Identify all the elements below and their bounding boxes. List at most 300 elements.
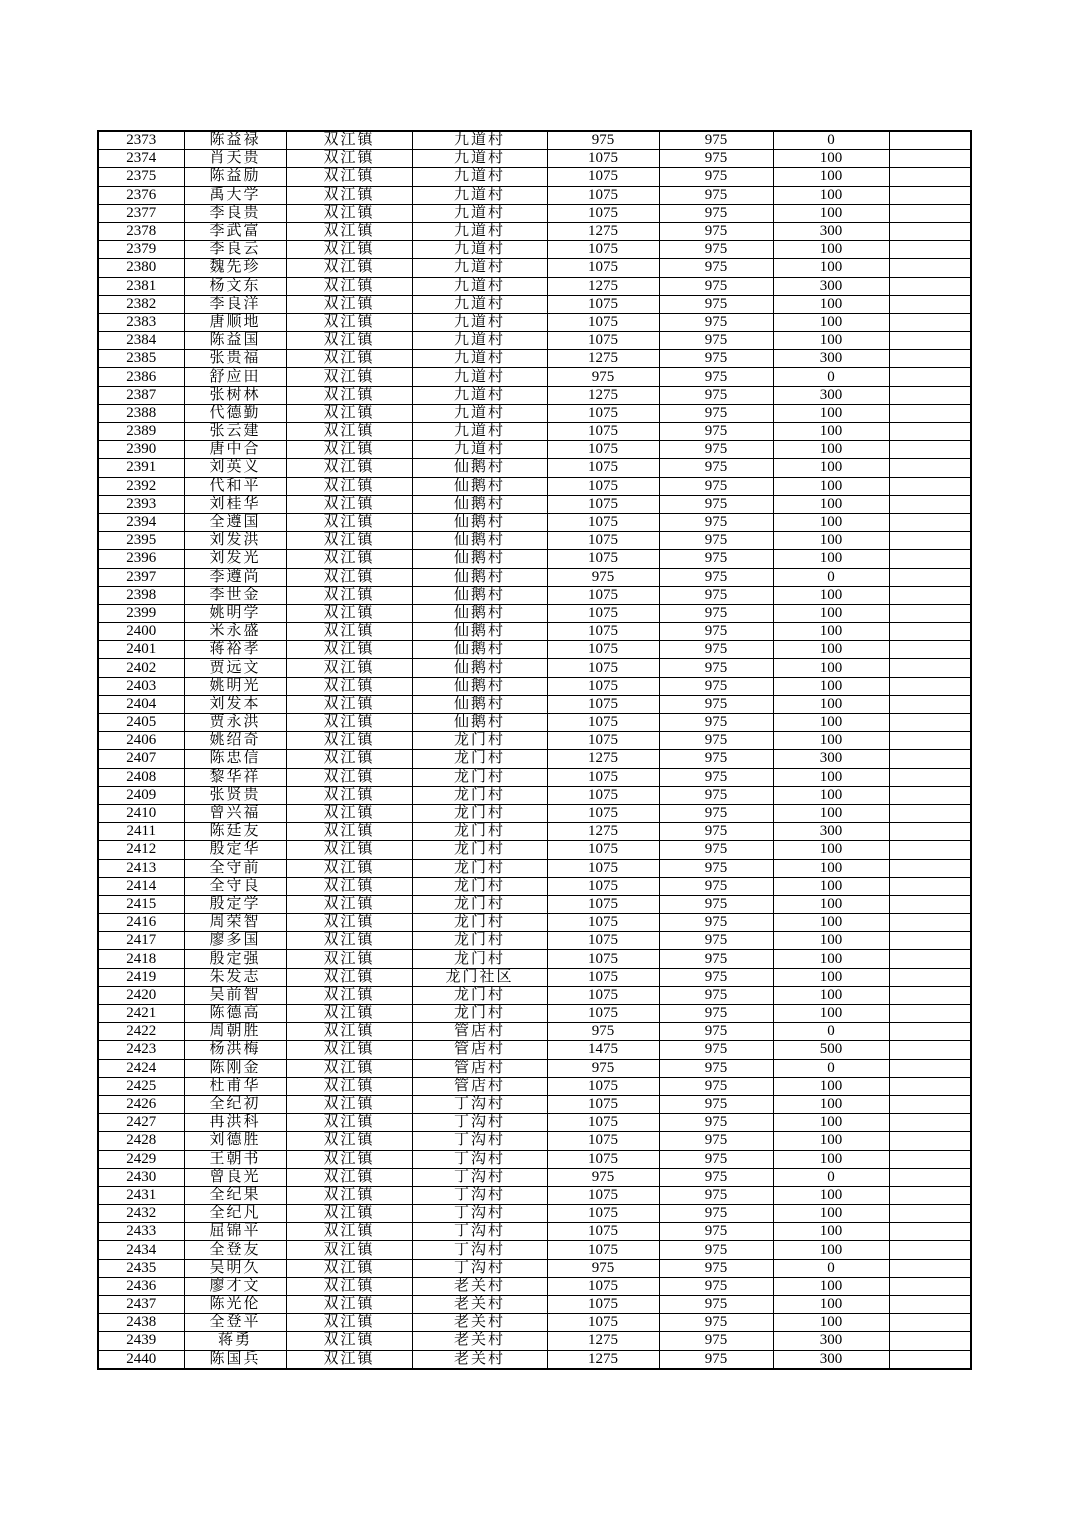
note-cell: [889, 186, 971, 204]
note-cell: [889, 259, 971, 277]
note-cell: [889, 1023, 971, 1041]
amount-cell: 1275: [547, 277, 659, 295]
amount-cell: 975: [547, 1259, 659, 1277]
name-cell: 陈益禄: [184, 131, 286, 150]
row-number-cell: 2395: [98, 532, 184, 550]
note-cell: [889, 950, 971, 968]
town-cell: 双江镇: [286, 1314, 412, 1332]
note-cell: [889, 368, 971, 386]
town-cell: 双江镇: [286, 950, 412, 968]
table-row: [98, 131, 971, 150]
name-cell: 全登平: [184, 1314, 286, 1332]
amount-cell: 1075: [547, 1186, 659, 1204]
town-cell: 双江镇: [286, 1059, 412, 1077]
table-row: [98, 1296, 971, 1314]
town-cell: 双江镇: [286, 877, 412, 895]
base-amount-cell: 975: [659, 1223, 773, 1241]
table-row: [98, 823, 971, 841]
base-amount-cell: 975: [659, 550, 773, 568]
amount-cell: 1075: [547, 604, 659, 622]
difference-cell: 100: [773, 1223, 889, 1241]
difference-cell: 300: [773, 277, 889, 295]
name-cell: 陈德高: [184, 1005, 286, 1023]
town-cell: 双江镇: [286, 859, 412, 877]
village-cell: 九道村: [412, 277, 547, 295]
name-cell: 朱发志: [184, 968, 286, 986]
note-cell: [889, 386, 971, 404]
base-amount-cell: 975: [659, 259, 773, 277]
table-row: [98, 732, 971, 750]
note-cell: [889, 1077, 971, 1095]
difference-cell: 100: [773, 841, 889, 859]
row-number-cell: 2437: [98, 1296, 184, 1314]
amount-cell: 975: [547, 568, 659, 586]
town-cell: 双江镇: [286, 1241, 412, 1259]
difference-cell: 100: [773, 513, 889, 531]
difference-cell: 300: [773, 350, 889, 368]
row-number-cell: 2427: [98, 1114, 184, 1132]
note-cell: [889, 1205, 971, 1223]
base-amount-cell: 975: [659, 1023, 773, 1041]
amount-cell: 1075: [547, 641, 659, 659]
note-cell: [889, 914, 971, 932]
note-cell: [889, 1314, 971, 1332]
row-number-cell: 2408: [98, 768, 184, 786]
village-cell: 龙门村: [412, 732, 547, 750]
village-cell: 九道村: [412, 332, 547, 350]
row-number-cell: 2389: [98, 423, 184, 441]
village-cell: 丁沟村: [412, 1241, 547, 1259]
table-row: [98, 859, 971, 877]
table-row: [98, 586, 971, 604]
difference-cell: 100: [773, 623, 889, 641]
name-cell: 禹大学: [184, 186, 286, 204]
base-amount-cell: 975: [659, 204, 773, 222]
table-row: [98, 750, 971, 768]
row-number-cell: 2376: [98, 186, 184, 204]
table-row: [98, 332, 971, 350]
village-cell: 九道村: [412, 222, 547, 240]
difference-cell: 300: [773, 386, 889, 404]
village-cell: 九道村: [412, 404, 547, 422]
table-row: [98, 714, 971, 732]
amount-cell: 1075: [547, 532, 659, 550]
village-cell: 老关村: [412, 1350, 547, 1369]
row-number-cell: 2407: [98, 750, 184, 768]
table-row: [98, 932, 971, 950]
table-row: [98, 423, 971, 441]
table-row: [98, 313, 971, 331]
table-row: [98, 495, 971, 513]
note-cell: [889, 1095, 971, 1113]
base-amount-cell: 975: [659, 768, 773, 786]
base-amount-cell: 975: [659, 1350, 773, 1369]
note-cell: [889, 659, 971, 677]
town-cell: 双江镇: [286, 204, 412, 222]
town-cell: 双江镇: [286, 441, 412, 459]
row-number-cell: 2414: [98, 877, 184, 895]
amount-cell: 1075: [547, 895, 659, 913]
amount-cell: 1075: [547, 1314, 659, 1332]
amount-cell: 1075: [547, 1150, 659, 1168]
table-row: [98, 1059, 971, 1077]
amount-cell: 1075: [547, 332, 659, 350]
amount-cell: 1075: [547, 986, 659, 1004]
name-cell: 吴前智: [184, 986, 286, 1004]
village-cell: 九道村: [412, 313, 547, 331]
base-amount-cell: 975: [659, 459, 773, 477]
village-cell: 丁沟村: [412, 1205, 547, 1223]
base-amount-cell: 975: [659, 1077, 773, 1095]
base-amount-cell: 975: [659, 241, 773, 259]
difference-cell: 100: [773, 659, 889, 677]
base-amount-cell: 975: [659, 604, 773, 622]
amount-cell: 1075: [547, 877, 659, 895]
note-cell: [889, 714, 971, 732]
village-cell: 仙鹅村: [412, 513, 547, 531]
note-cell: [889, 459, 971, 477]
difference-cell: 100: [773, 168, 889, 186]
row-number-cell: 2374: [98, 150, 184, 168]
town-cell: 双江镇: [286, 841, 412, 859]
name-cell: 张云建: [184, 423, 286, 441]
name-cell: 全守良: [184, 877, 286, 895]
amount-cell: 1075: [547, 295, 659, 313]
base-amount-cell: 975: [659, 404, 773, 422]
town-cell: 双江镇: [286, 477, 412, 495]
village-cell: 九道村: [412, 131, 547, 150]
row-number-cell: 2416: [98, 914, 184, 932]
table-row: [98, 532, 971, 550]
table-row: [98, 168, 971, 186]
difference-cell: 300: [773, 222, 889, 240]
name-cell: 蒋裕孝: [184, 641, 286, 659]
name-cell: 杨文东: [184, 277, 286, 295]
base-amount-cell: 975: [659, 386, 773, 404]
village-cell: 龙门村: [412, 877, 547, 895]
town-cell: 双江镇: [286, 786, 412, 804]
base-amount-cell: 975: [659, 895, 773, 913]
table-row: [98, 386, 971, 404]
village-cell: 老关村: [412, 1296, 547, 1314]
name-cell: 殷定学: [184, 895, 286, 913]
table-row: [98, 950, 971, 968]
name-cell: 贾远文: [184, 659, 286, 677]
amount-cell: 1075: [547, 786, 659, 804]
town-cell: 双江镇: [286, 1277, 412, 1295]
base-amount-cell: 975: [659, 423, 773, 441]
amount-cell: 1075: [547, 841, 659, 859]
town-cell: 双江镇: [286, 368, 412, 386]
name-cell: 刘英义: [184, 459, 286, 477]
amount-cell: 1075: [547, 859, 659, 877]
name-cell: 李遵尚: [184, 568, 286, 586]
difference-cell: 100: [773, 1296, 889, 1314]
row-number-cell: 2406: [98, 732, 184, 750]
difference-cell: 100: [773, 1005, 889, 1023]
base-amount-cell: 975: [659, 877, 773, 895]
table-row: [98, 604, 971, 622]
table-row: [98, 1350, 971, 1369]
table-row: [98, 1205, 971, 1223]
row-number-cell: 2418: [98, 950, 184, 968]
village-cell: 丁沟村: [412, 1186, 547, 1204]
town-cell: 双江镇: [286, 677, 412, 695]
base-amount-cell: 975: [659, 313, 773, 331]
table-row: [98, 1041, 971, 1059]
difference-cell: 0: [773, 1259, 889, 1277]
village-cell: 龙门村: [412, 841, 547, 859]
difference-cell: 100: [773, 1277, 889, 1295]
table-row: [98, 1168, 971, 1186]
note-cell: [889, 932, 971, 950]
difference-cell: 0: [773, 1059, 889, 1077]
name-cell: 舒应田: [184, 368, 286, 386]
row-number-cell: 2380: [98, 259, 184, 277]
town-cell: 双江镇: [286, 222, 412, 240]
row-number-cell: 2432: [98, 1205, 184, 1223]
table-row: [98, 277, 971, 295]
table-row: [98, 1150, 971, 1168]
name-cell: 全纪凡: [184, 1205, 286, 1223]
row-number-cell: 2403: [98, 677, 184, 695]
note-cell: [889, 1005, 971, 1023]
difference-cell: 100: [773, 295, 889, 313]
difference-cell: 100: [773, 950, 889, 968]
table-row: [98, 295, 971, 313]
table-row: [98, 1114, 971, 1132]
difference-cell: 100: [773, 968, 889, 986]
base-amount-cell: 975: [659, 623, 773, 641]
amount-cell: 1075: [547, 623, 659, 641]
difference-cell: 100: [773, 459, 889, 477]
row-number-cell: 2428: [98, 1132, 184, 1150]
town-cell: 双江镇: [286, 1077, 412, 1095]
amount-cell: 1075: [547, 968, 659, 986]
table-row: [98, 368, 971, 386]
row-number-cell: 2435: [98, 1259, 184, 1277]
name-cell: 刘发洪: [184, 532, 286, 550]
table-row: [98, 841, 971, 859]
village-cell: 龙门村: [412, 895, 547, 913]
town-cell: 双江镇: [286, 695, 412, 713]
note-cell: [889, 277, 971, 295]
difference-cell: 100: [773, 404, 889, 422]
row-number-cell: 2393: [98, 495, 184, 513]
amount-cell: 1075: [547, 950, 659, 968]
row-number-cell: 2425: [98, 1077, 184, 1095]
base-amount-cell: 975: [659, 823, 773, 841]
row-number-cell: 2409: [98, 786, 184, 804]
row-number-cell: 2433: [98, 1223, 184, 1241]
note-cell: [889, 677, 971, 695]
village-cell: 仙鹅村: [412, 532, 547, 550]
amount-cell: 1075: [547, 241, 659, 259]
note-cell: [889, 1223, 971, 1241]
difference-cell: 100: [773, 259, 889, 277]
town-cell: 双江镇: [286, 1023, 412, 1041]
table-row: [98, 986, 971, 1004]
note-cell: [889, 350, 971, 368]
amount-cell: 1075: [547, 1005, 659, 1023]
name-cell: 贾永洪: [184, 714, 286, 732]
table-row: [98, 1005, 971, 1023]
name-cell: 代德勤: [184, 404, 286, 422]
note-cell: [889, 241, 971, 259]
base-amount-cell: 975: [659, 986, 773, 1004]
difference-cell: 100: [773, 1241, 889, 1259]
base-amount-cell: 975: [659, 168, 773, 186]
table-row: [98, 1095, 971, 1113]
row-number-cell: 2411: [98, 823, 184, 841]
town-cell: 双江镇: [286, 968, 412, 986]
name-cell: 廖才文: [184, 1277, 286, 1295]
note-cell: [889, 131, 971, 150]
name-cell: 陈廷友: [184, 823, 286, 841]
amount-cell: 1075: [547, 1277, 659, 1295]
base-amount-cell: 975: [659, 295, 773, 313]
table-row: [98, 259, 971, 277]
base-amount-cell: 975: [659, 586, 773, 604]
base-amount-cell: 975: [659, 332, 773, 350]
village-cell: 九道村: [412, 350, 547, 368]
row-number-cell: 2392: [98, 477, 184, 495]
village-cell: 龙门村: [412, 932, 547, 950]
note-cell: [889, 604, 971, 622]
name-cell: 肖天贵: [184, 150, 286, 168]
town-cell: 双江镇: [286, 750, 412, 768]
note-cell: [889, 1168, 971, 1186]
name-cell: 刘发本: [184, 695, 286, 713]
table-row: [98, 1314, 971, 1332]
amount-cell: 1075: [547, 404, 659, 422]
base-amount-cell: 975: [659, 150, 773, 168]
base-amount-cell: 975: [659, 368, 773, 386]
amount-cell: 1075: [547, 1095, 659, 1113]
amount-cell: 975: [547, 131, 659, 150]
amount-cell: 1075: [547, 513, 659, 531]
note-cell: [889, 768, 971, 786]
table-row: [98, 241, 971, 259]
name-cell: 廖多国: [184, 932, 286, 950]
town-cell: 双江镇: [286, 386, 412, 404]
town-cell: 双江镇: [286, 1350, 412, 1369]
amount-cell: 1075: [547, 150, 659, 168]
village-cell: 仙鹅村: [412, 714, 547, 732]
difference-cell: 500: [773, 1041, 889, 1059]
difference-cell: 100: [773, 604, 889, 622]
amount-cell: 1075: [547, 477, 659, 495]
amount-cell: 1075: [547, 586, 659, 604]
table-row: [98, 677, 971, 695]
amount-cell: 1075: [547, 1132, 659, 1150]
table-row: [98, 350, 971, 368]
table-row: [98, 804, 971, 822]
table-row: [98, 404, 971, 422]
note-cell: [889, 750, 971, 768]
name-cell: 吴明久: [184, 1259, 286, 1277]
difference-cell: 100: [773, 1132, 889, 1150]
table-row: [98, 1186, 971, 1204]
base-amount-cell: 975: [659, 532, 773, 550]
name-cell: 刘发光: [184, 550, 286, 568]
base-amount-cell: 975: [659, 659, 773, 677]
difference-cell: 100: [773, 204, 889, 222]
village-cell: 老关村: [412, 1277, 547, 1295]
difference-cell: 100: [773, 986, 889, 1004]
amount-cell: 1475: [547, 1041, 659, 1059]
name-cell: 米永盛: [184, 623, 286, 641]
note-cell: [889, 786, 971, 804]
row-number-cell: 2400: [98, 623, 184, 641]
difference-cell: 100: [773, 186, 889, 204]
row-number-cell: 2423: [98, 1041, 184, 1059]
difference-cell: 100: [773, 677, 889, 695]
difference-cell: 100: [773, 786, 889, 804]
note-cell: [889, 1186, 971, 1204]
table-row: [98, 1277, 971, 1295]
amount-cell: 1075: [547, 695, 659, 713]
note-cell: [889, 568, 971, 586]
difference-cell: 0: [773, 1023, 889, 1041]
base-amount-cell: 975: [659, 477, 773, 495]
row-number-cell: 2385: [98, 350, 184, 368]
difference-cell: 0: [773, 368, 889, 386]
name-cell: 蒋勇: [184, 1332, 286, 1350]
row-number-cell: 2415: [98, 895, 184, 913]
town-cell: 双江镇: [286, 313, 412, 331]
name-cell: 刘桂华: [184, 495, 286, 513]
difference-cell: 100: [773, 859, 889, 877]
town-cell: 双江镇: [286, 150, 412, 168]
town-cell: 双江镇: [286, 1005, 412, 1023]
name-cell: 曾良光: [184, 1168, 286, 1186]
base-amount-cell: 975: [659, 1132, 773, 1150]
town-cell: 双江镇: [286, 641, 412, 659]
table-row: [98, 441, 971, 459]
name-cell: 李世金: [184, 586, 286, 604]
name-cell: 殷定华: [184, 841, 286, 859]
village-cell: 龙门村: [412, 914, 547, 932]
table-row: [98, 623, 971, 641]
difference-cell: 100: [773, 586, 889, 604]
amount-cell: 1075: [547, 423, 659, 441]
amount-cell: 1075: [547, 804, 659, 822]
village-cell: 九道村: [412, 441, 547, 459]
difference-cell: 100: [773, 332, 889, 350]
name-cell: 陈刚金: [184, 1059, 286, 1077]
name-cell: 全守前: [184, 859, 286, 877]
note-cell: [889, 804, 971, 822]
difference-cell: 100: [773, 768, 889, 786]
difference-cell: 100: [773, 732, 889, 750]
amount-cell: 1075: [547, 677, 659, 695]
base-amount-cell: 975: [659, 804, 773, 822]
town-cell: 双江镇: [286, 404, 412, 422]
town-cell: 双江镇: [286, 986, 412, 1004]
village-cell: 丁沟村: [412, 1095, 547, 1113]
difference-cell: 100: [773, 804, 889, 822]
difference-cell: 300: [773, 1350, 889, 1369]
name-cell: 陈忠信: [184, 750, 286, 768]
town-cell: 双江镇: [286, 914, 412, 932]
difference-cell: 100: [773, 150, 889, 168]
note-cell: [889, 513, 971, 531]
difference-cell: 100: [773, 423, 889, 441]
name-cell: 黎华祥: [184, 768, 286, 786]
amount-cell: 975: [547, 1168, 659, 1186]
row-number-cell: 2396: [98, 550, 184, 568]
